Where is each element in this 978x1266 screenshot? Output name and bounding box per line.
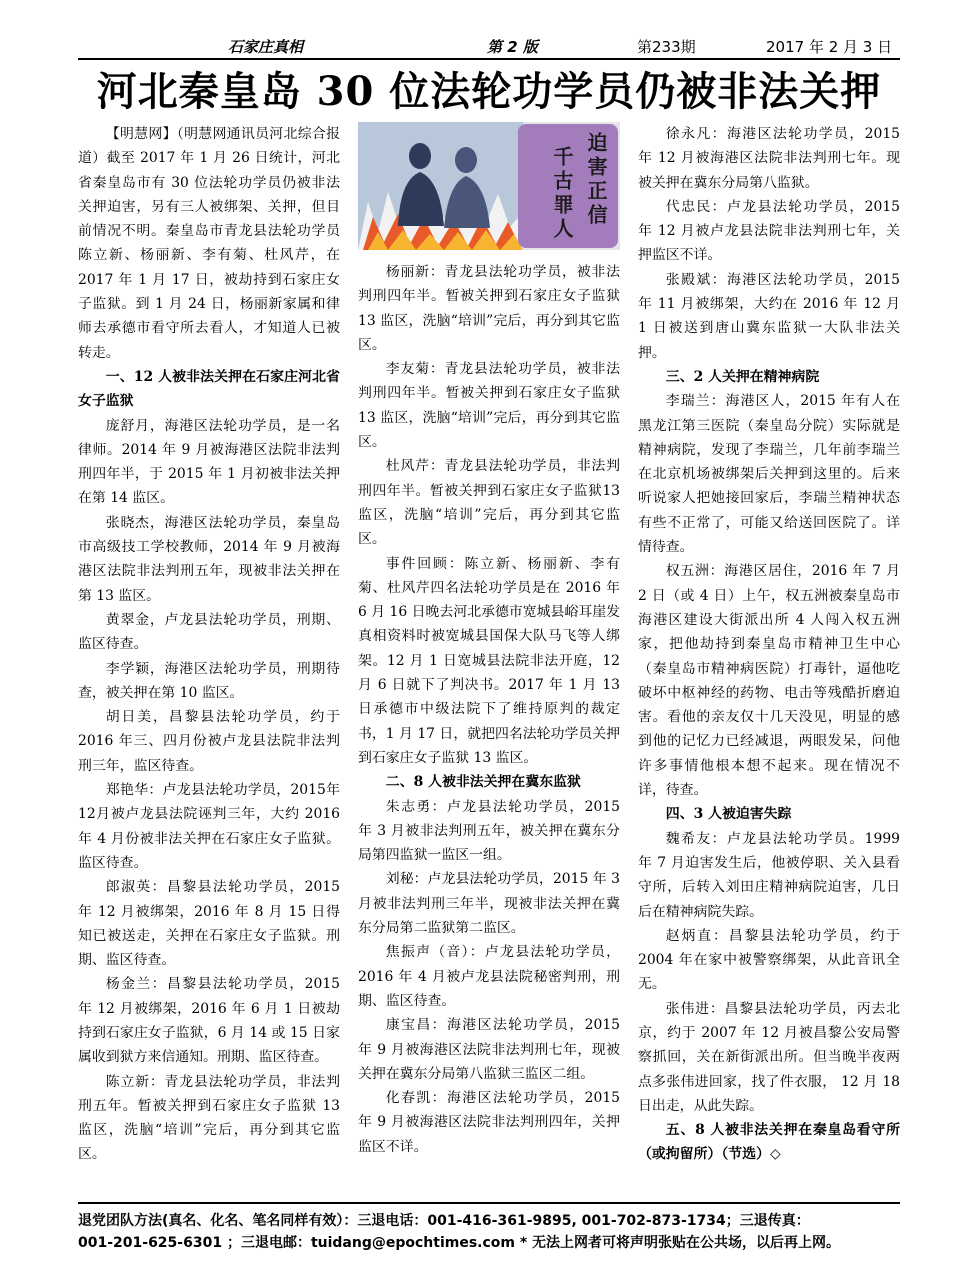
paragraph: 张晓杰，海港区法轮功学员，秦皇岛市高级技工学校教师，2014 年 9 月被海港区法院非法判刑五年，现被非法关押在第 13 监区。 xyxy=(78,514,340,604)
paragraph: 康宝昌：海港区法轮功学员，2015 年 9 月被海港区法院非法判刑七年，现被关押在冀东分局第八监狱三监区二组。 xyxy=(358,1017,620,1082)
paragraph: 郎淑英：昌黎县法轮功学员，2015 年 12 月被绑架，2016 年 8 月 15 日得知已被送走，关押在石家庄女子监狱。刑期、监区待查。 xyxy=(78,879,340,969)
section-heading-2: 二、8 人被非法关押在冀东监狱 xyxy=(385,774,581,791)
paragraph: 权五洲：海港区居住，2016 年 7 月 2 日（或 4 日）上午，权五洲被秦皇岛市海港区建设大街派出所 4 人闯入权五洲家，把他劫持到秦皇岛市精神卫生中心（秦皇岛市精神病医院）打毒针，逼他吃破坏中枢神经的药物、电击等残酷折磨迫害。看他的亲友仅十几天没见，明显的感到他的记忆力已经减退，两眼发呆，问他许多事情他根本想不起来。现在情况不详，待查。 xyxy=(638,563,900,799)
image-caption-left: 千古罪人 xyxy=(550,146,574,242)
image-spacer xyxy=(358,122,620,260)
paragraph: 赵炳直：昌黎县法轮功学员，约于 2004 年在家中被警察绑架，从此音讯全无。 xyxy=(638,927,900,993)
paragraph: 李学颖，海港区法轮功学员，刑期待查，被关押在第 10 监区。 xyxy=(78,660,340,701)
paragraph: 杨金兰：昌黎县法轮功学员，2015 年 12 月被绑架，2016 年 6 月 1 日被劫持到石家庄女子监狱，6 月 14 或 15 日家属收到狱方来信通知。刑期、监区待查。 xyxy=(78,976,340,1066)
paragraph: 化春凯：海港区法轮功学员，2015 年 9 月被海港区法院非法判刑四年，关押监区不详。 xyxy=(358,1090,620,1155)
intro-paragraph: 【明慧网】（明慧网通讯员河北综合报道）截至 2017 年 1 月 26 日统计，河北省秦皇岛市有 30 位法轮功学员仍被非法关押迫害，另有三人被绑架、关押，但目前情况不明。秦皇岛市青龙县法轮功学员陈立新、杨丽新、李有菊、杜风芹，在 2017 年 1 月 17 日，被劫持到石家庄女子监狱。到 1 月 24 日，杨丽新家属和律师去承德市看守所去看人，才知道人已被转走。 xyxy=(78,126,340,361)
column-1 xyxy=(78,122,340,1197)
section-heading-5: 五、8 人被非法关押在秦皇岛看守所（或拘留所）（节选）◇ xyxy=(638,1122,900,1163)
image-caption-right: 迫害正信 xyxy=(584,132,608,228)
paragraph: 陈立新：青龙县法轮功学员，非法判刑五年。暂被关押到石家庄女子监狱 13 监区，洗脑“培训”完后，再分到其它监区。 xyxy=(78,1073,340,1163)
paragraph: 李瑞兰：海港区人，2015 年有人在黑龙江第三医院（秦皇岛分院）实际就是精神病院，发现了李瑞兰，几年前李瑞兰在北京机场被绑架后关押到这里的。后来听说家人把她接回家后，李瑞兰精神状态有些不正常了，可能又给送回医院了。详情待查。 xyxy=(638,393,900,556)
page-header xyxy=(78,32,900,60)
paragraph: 魏希友：卢龙县法轮功学员。1999 年 7 月迫害发生后，他被停职、关入县看守所，后转入刘田庄精神病院迫害，几日后在精神病院失踪。 xyxy=(638,830,900,920)
paragraph: 胡日美，昌黎县法轮功学员，约于 2016 年三、四月份被卢龙县法院非法判刑三年，监区待查。 xyxy=(78,709,340,774)
paragraph: 焦振声（音）：卢龙县法轮功学员，2016 年 4 月被卢龙县法院秘密判刑，刑期、监区待查。 xyxy=(358,944,620,1009)
paragraph: 张殿斌：海港区法轮功学员，2015 年 11 月被绑架，大约在 2016 年 12 月 1 日被送到唐山冀东监狱一大队非法关押。 xyxy=(638,271,900,361)
section-heading-1: 一、12 人被非法关押在石家庄河北省女子监狱 xyxy=(78,368,340,410)
paragraph: 刘秘：卢龙县法轮功学员，2015 年 3 月被非法判刑三年半，现被非法关押在冀东分局第二监狱第二监区。 xyxy=(358,871,620,937)
footer-line-1: 退党团队方法(真名、化名、笔名同样有效）：三退电话：001-416-361-9895, 001-702-873-1734；三退传真： xyxy=(78,1213,810,1229)
newspaper-name: 石家庄真相 xyxy=(228,38,304,56)
paragraph: 庞舒月，海港区法轮功学员，是一名律师。2014 年 9 月被海港区法院非法判刑四年半，于 2015 年 1 月初被非法关押在第 14 监区。 xyxy=(78,417,340,507)
paragraph: 杨丽新：青龙县法轮功学员，被非法判刑四年半。暂被关押到石家庄女子监狱 13 监区，洗脑“培训”完后，再分到其它监区。 xyxy=(358,264,620,353)
issue-date: 2017 年 2 月 3 日 xyxy=(766,38,893,56)
paragraph: 郑艳华：卢龙县法轮功学员，2015年12月被卢龙县法院诬判三年，大约 2016 年 4 月份被非法关押在石家庄女子监狱。监区待查。 xyxy=(78,782,340,871)
section-heading-3: 三、2 人关押在精神病院 xyxy=(665,368,820,385)
paragraph: 朱志勇：卢龙县法轮功学员，2015 年 3 月被非法判刑五年，被关押在冀东分局第四监狱一监区一组。 xyxy=(358,798,620,864)
section-heading-4: 四、3 人被迫害失踪 xyxy=(665,806,792,823)
paragraph: 杜风芹：青龙县法轮功学员，非法判刑四年半。暂被关押到石家庄女子监狱13 监区，洗脑“培训”完后，再分到其它监区。 xyxy=(358,458,620,548)
paragraph: 黄翠金，卢龙县法轮功学员，刑期、监区待查。 xyxy=(78,611,340,653)
paragraph: 代忠民：卢龙县法轮功学员，2015 年 12 月被卢龙县法院非法判刑七年，关押监区不详。 xyxy=(638,198,900,264)
paragraph: 张伟进：昌黎县法轮功学员，丙去北京，约于 2007 年 12 月被昌黎公安局警察抓回，关在新街派出所。但当晚半夜两点多张伟进回家，找了件衣服， 12 月 18 日出走，从此失踪。 xyxy=(638,1000,900,1114)
article-title: 河北秦皇岛 30 位法轮功学员仍被非法关押 xyxy=(96,68,882,115)
issue-number: 第233期 xyxy=(637,38,696,56)
paragraph: 徐永凡：海港区法轮功学员，2015 年 12 月被海港区法院非法判刑七年。现被关押在冀东分局第八监狱。 xyxy=(638,126,900,191)
paragraph: 李友菊：青龙县法轮功学员，被非法判刑四年半。暂被关押到石家庄女子监狱 13 监区，洗脑“培训”完后，再分到其它监区。 xyxy=(358,361,620,451)
paragraph: 事件回顾：陈立新、杨丽新、李有菊、杜风芹四名法轮功学员是在 2016 年 6 月 16 日晚去河北承德市宽城县峪耳崖发真相资料时被宽城县国保大队马飞等人绑架。12 月 1 日宽城县法院非法开庭，12 月 6 日就下了判决书。2017 年 1 月 13 日承德市中级法院下了维持原判的裁定书，1 月 17 日，就把四名法轮功学员关押到石家庄女子监狱 13 监区。 xyxy=(358,555,620,766)
footer-line-2: 001-201-625-6301 ；三退电邮：tuidang@epochtimes.com * 无法上网者可将声明张贴在公共场，以后再上网。 xyxy=(78,1235,841,1251)
page-footer xyxy=(78,1202,900,1266)
page-number: 第 2 版 xyxy=(487,38,538,56)
column-2 xyxy=(358,122,620,1197)
column-3 xyxy=(638,122,900,1197)
